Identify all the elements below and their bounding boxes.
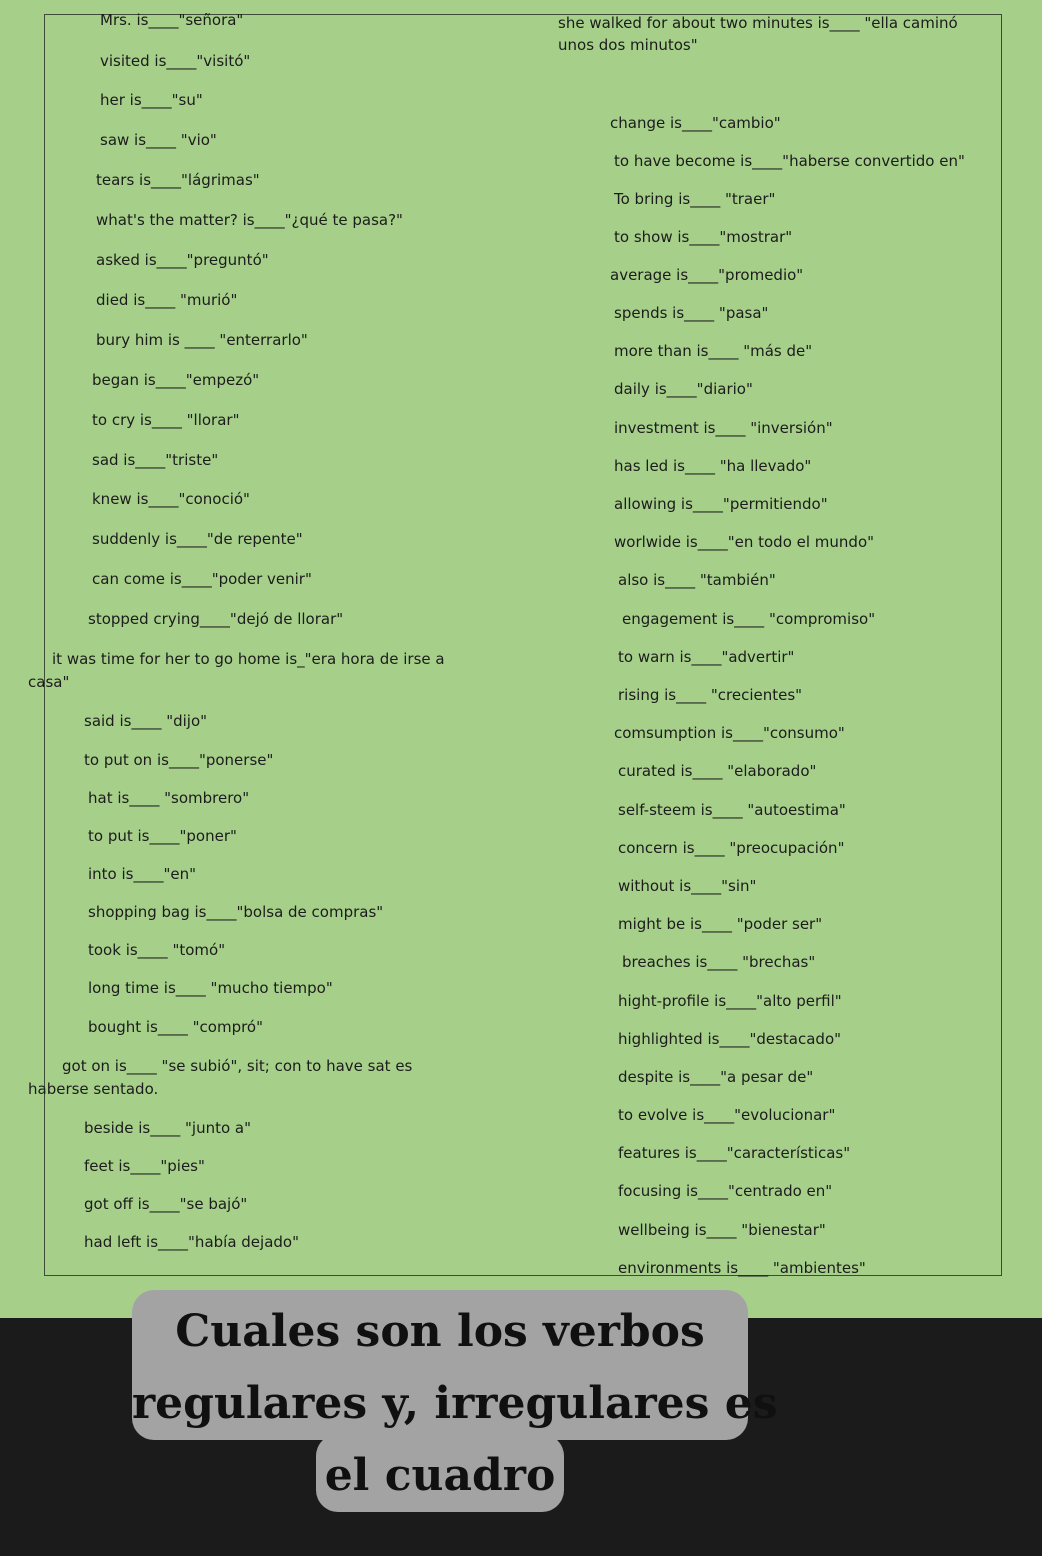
vocab-entry: more than is____ "más de": [614, 342, 813, 360]
vocab-entry: suddenly is____"de repente": [92, 530, 303, 548]
vocab-entry: asked is____"preguntó": [96, 251, 269, 269]
vocab-entry: rising is____ "crecientes": [618, 686, 803, 704]
vocab-entry: highlighted is____"destacado": [618, 1030, 842, 1048]
vocab-entry: without is____"sin": [618, 877, 757, 895]
vocab-entry: bury him is ____ "enterrarlo": [96, 331, 308, 349]
vocab-entry: to warn is____"advertir": [618, 648, 795, 666]
vocab-entry: stopped crying____"dejó de llorar": [88, 610, 344, 628]
vocab-entry: can come is____"poder venir": [92, 570, 312, 588]
vocab-entry: hight-profile is____"alto perfil": [618, 992, 842, 1010]
vocab-entry: shopping bag is____"bolsa de compras": [88, 903, 384, 921]
vocab-entry: her is____"su": [100, 91, 203, 109]
vocab-entry: features is____"características": [618, 1144, 851, 1162]
vocab-entry: to put is____"poner": [88, 827, 237, 845]
vocab-entry: breaches is____ "brechas": [622, 953, 816, 971]
vocab-entry: to evolve is____"evolucionar": [618, 1106, 836, 1124]
vocab-entry: despite is____"a pesar de": [618, 1068, 814, 1086]
vocab-entry: sad is____"triste": [92, 451, 219, 469]
vocab-entry: also is____ "también": [618, 571, 776, 589]
vocab-entry: curated is____ "elaborado": [618, 762, 817, 780]
vocab-entry: wellbeing is____ "bienestar": [618, 1221, 826, 1239]
vocab-entry: concern is____ "preocupación": [618, 839, 845, 857]
vocab-entry: to have become is____"haberse convertido en": [614, 152, 965, 170]
vocab-entry: beside is____ "junto a": [84, 1119, 251, 1137]
vocab-entry: tears is____"lágrimas": [96, 171, 260, 189]
vocab-entry: she walked for about two minutes is____ "ella caminó unos dos minutos": [558, 14, 958, 54]
vocab-entry: spends is____ "pasa": [614, 304, 769, 322]
vocab-entry: self-steem is____ "autoestima": [618, 801, 846, 819]
vocab-entry: feet is____"pies": [84, 1157, 205, 1175]
vocab-entry: bought is____ "compró": [88, 1018, 264, 1036]
vocab-entry: average is____"promedio": [610, 266, 804, 284]
vocab-entry: focusing is____"centrado en": [618, 1182, 833, 1200]
vocab-entry: into is____"en": [88, 865, 197, 883]
caption-line-2: regulares y, irregulares es: [132, 1378, 778, 1429]
vocab-entry: saw is____ "vio": [100, 131, 217, 149]
vocab-entry: long time is____ "mucho tiempo": [88, 979, 333, 997]
caption-line-1: Cuales son los verbos: [175, 1306, 705, 1357]
vocab-entry: had left is____"había dejado": [84, 1233, 299, 1251]
caption-line-3: el cuadro: [324, 1450, 556, 1501]
vocab-entry: got on is____ "se subió", sit; con to have sat es haberse sentado.: [28, 1057, 413, 1098]
vocab-entry: visited is____"visitó": [100, 52, 251, 70]
vocab-entry: to put on is____"ponerse": [84, 751, 274, 769]
vocab-entry: daily is____"diario": [614, 380, 753, 398]
vocab-entry: allowing is____"permitiendo": [614, 495, 828, 513]
vocab-entry: began is____"empezó": [92, 371, 260, 389]
vocab-entry: has led is____ "ha llevado": [614, 457, 812, 475]
vocab-entry: To bring is____ "traer": [614, 190, 776, 208]
vocab-entry: comsumption is____"consumo": [614, 724, 845, 742]
vocab-entry: investment is____ "inversión": [614, 419, 833, 437]
vocab-entry: it was time for her to go home is_"era hora de irse a casa": [28, 650, 445, 691]
vocab-entry: took is____ "tomó": [88, 941, 226, 959]
vocab-entry: hat is____ "sombrero": [88, 789, 250, 807]
vocab-entry: engagement is____ "compromiso": [622, 610, 876, 628]
vocab-entry: change is____"cambio": [610, 114, 781, 132]
vocab-entry: died is____ "murió": [96, 291, 238, 309]
vocab-entry: knew is____"conoció": [92, 490, 250, 508]
vocab-entry: to cry is____ "llorar": [92, 411, 240, 429]
vocab-entry: got off is____"se bajó": [84, 1195, 248, 1213]
vocab-entry: to show is____"mostrar": [614, 228, 793, 246]
vocab-entry: said is____ "dijo": [84, 712, 208, 730]
vocab-entry: might be is____ "poder ser": [618, 915, 823, 933]
vocab-entry: what's the matter? is____"¿qué te pasa?": [96, 211, 403, 229]
vocab-entry: worlwide is____"en todo el mundo": [614, 533, 875, 551]
vocab-entry: Mrs. is____"señora": [100, 11, 244, 29]
vocab-entry: environments is____ "ambientes": [618, 1259, 866, 1277]
